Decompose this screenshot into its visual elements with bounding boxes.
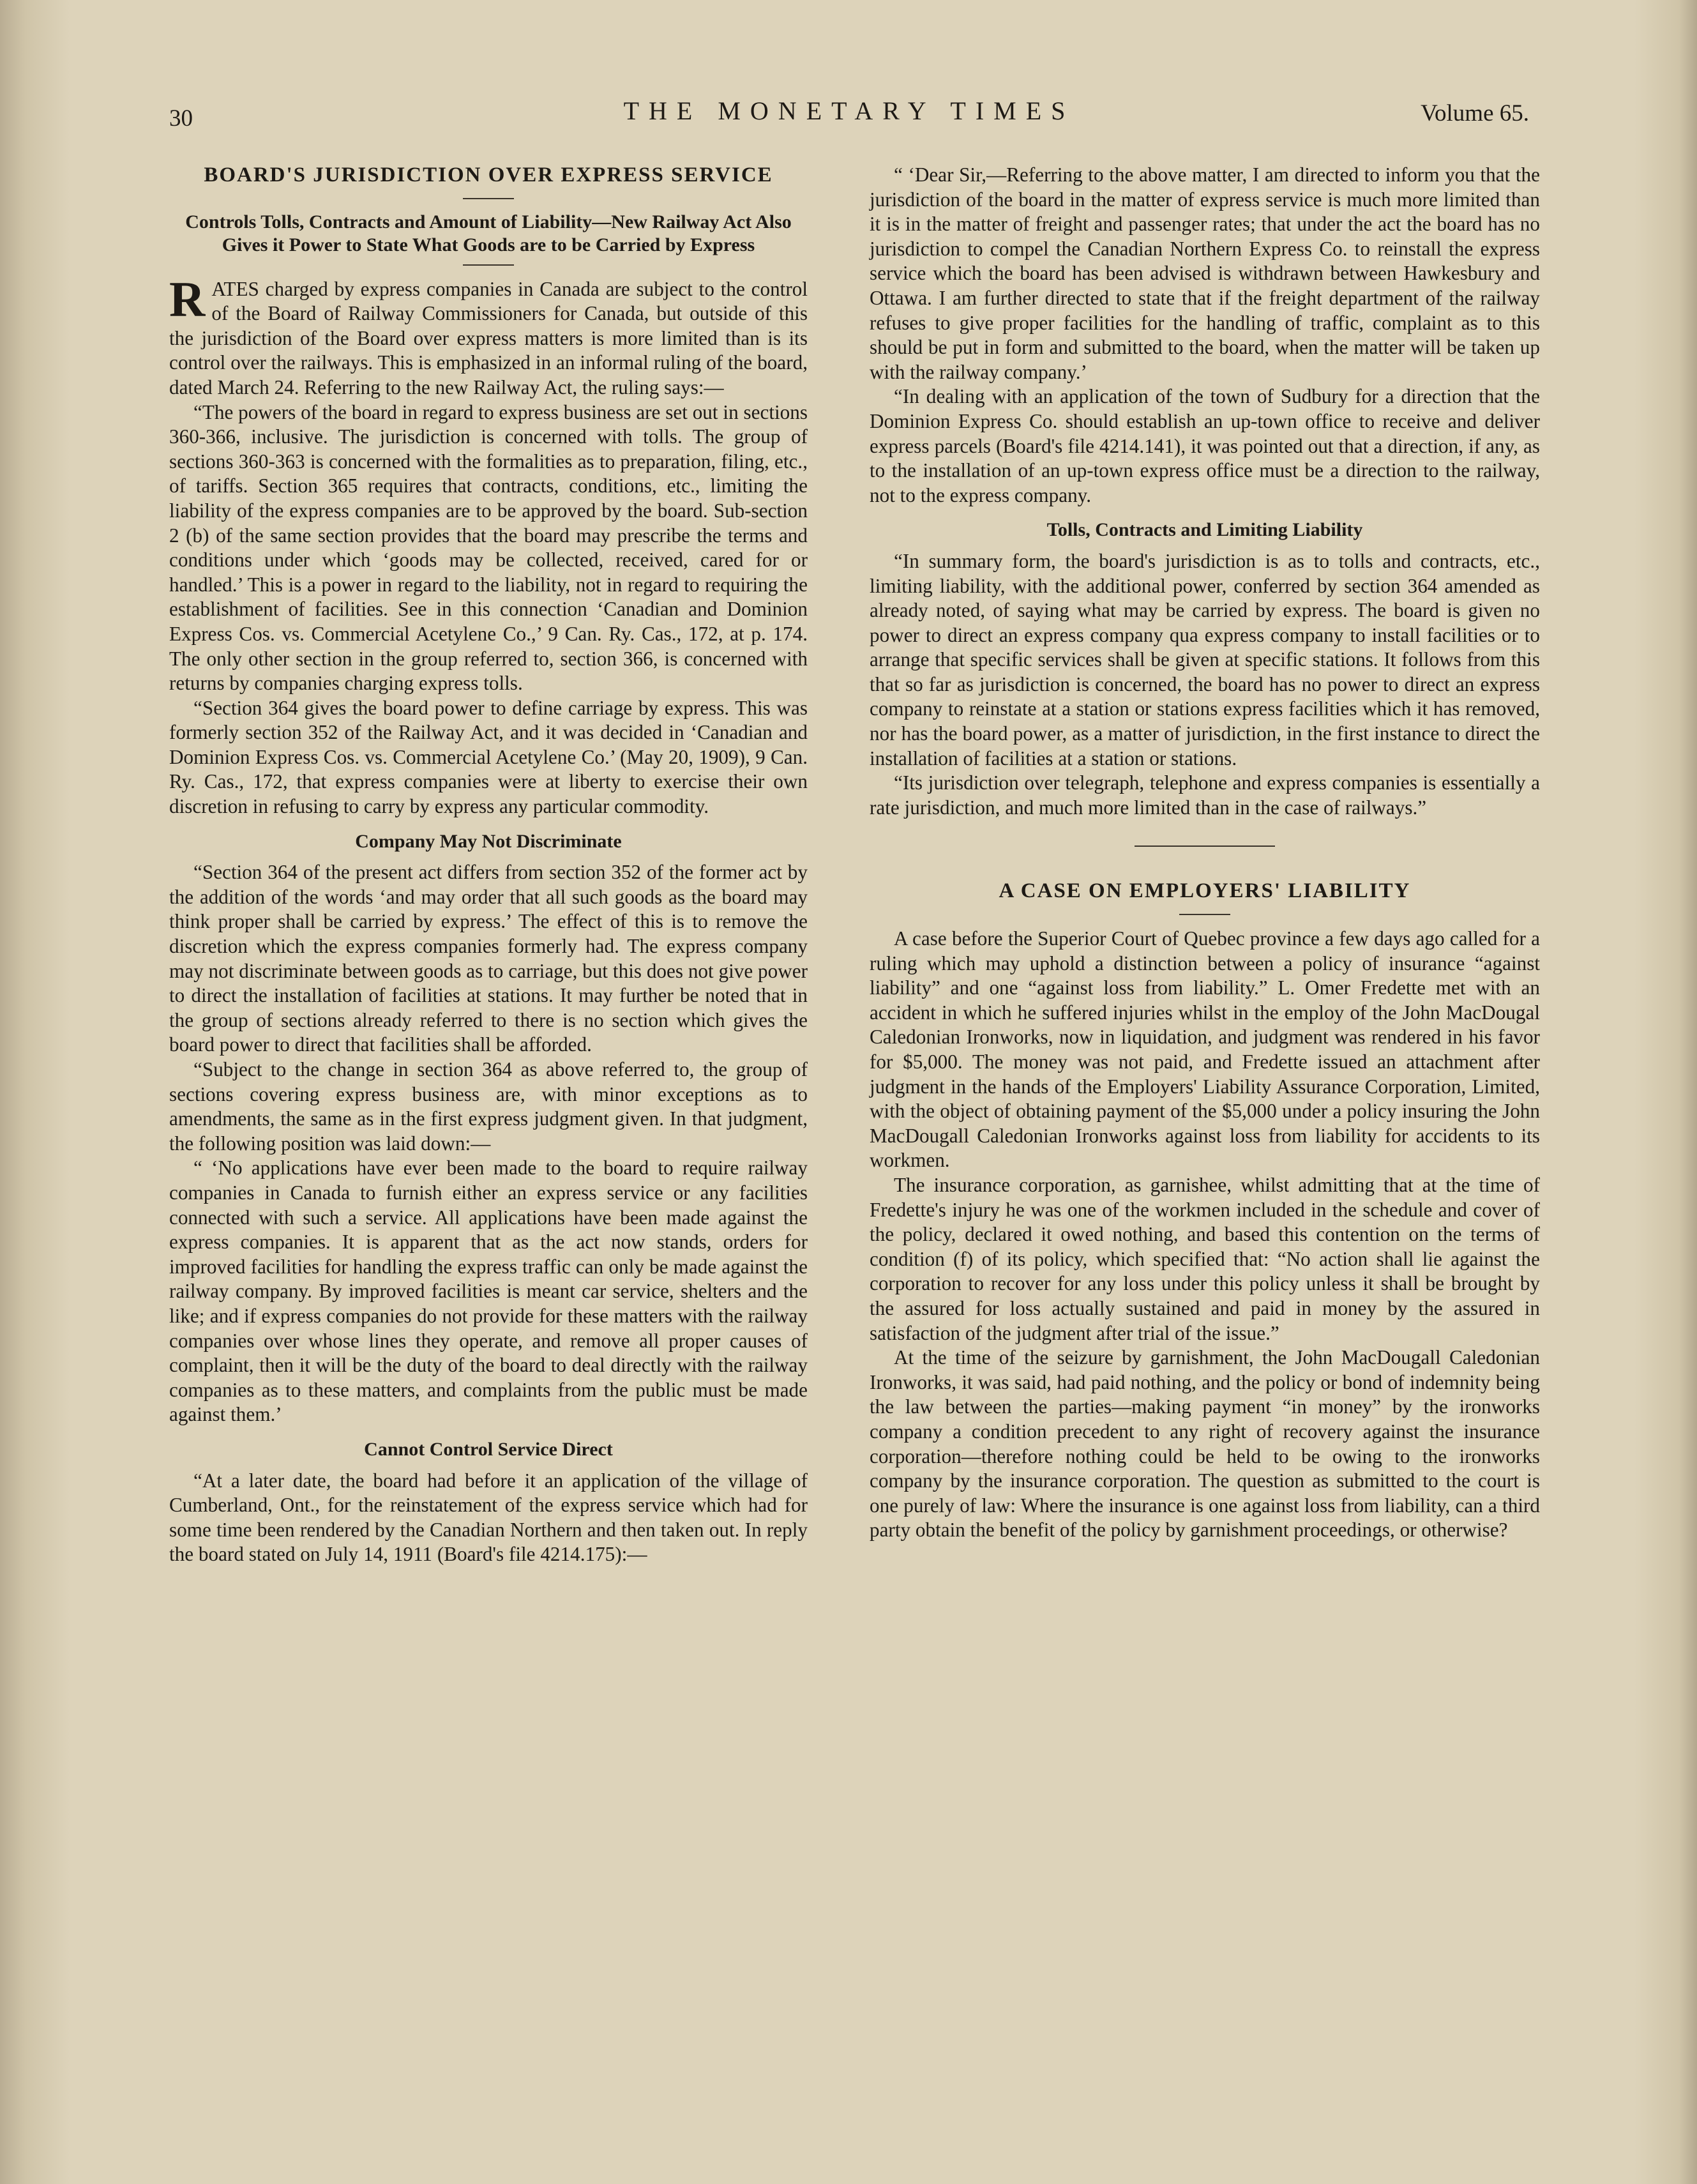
paragraph: At the time of the seizure by garnishment, the John MacDougall Caledonian Ironworks, it was said, had paid nothing, and the policy or bond of indemnity being the law between the parties—making payment “in money” by the ironworks company a condition precedent to any right of recovery against the insurance corporation—therefore nothing could be held to be owing to the ironworks company by the insurance corporation. The question as submitted to the court is one purely of law: Where the insurance is one against loss from liability, can a third party obtain the benefit of the policy by garnishment proceedings, or otherwise? <box>870 1346 1540 1542</box>
section-heading: Tolls, Contracts and Limiting Liability <box>1046 519 1363 541</box>
right-column <box>870 163 1540 1543</box>
subtitle-divider <box>463 264 514 266</box>
section-heading: Cannot Control Service Direct <box>364 1438 613 1460</box>
lead-paragraph <box>169 271 808 400</box>
section-heading: Company May Not Discriminate <box>355 830 622 852</box>
paragraph: “At a later date, the board had before it an application of the village of Cumberland, Ont., for the reinstatement of the express service which had for some time been rendered by the Canadian Northern and then taken out. In reply the board stated on July 14, 1911 (Board's file 4214.175):— <box>169 1469 808 1566</box>
paragraph: “Section 364 gives the board power to define carriage by express. This was formerly section 352 of the Railway Act, and it was decided in ‘Canadian and Dominion Express Cos. vs. Commercial Acetylene Co.’ (May 20, 1909), 9 Can. Ry. Cas., 172, that express companies were at liberty to exercise their own discretion in refusing to carry by express any particular commodity. <box>169 696 808 818</box>
volume-label: Volume 65. <box>1421 100 1529 126</box>
article-title: A CASE ON EMPLOYERS' LIABILITY <box>999 879 1411 903</box>
page-header <box>169 96 1529 134</box>
left-column <box>169 163 808 1567</box>
paragraph: “ ‘Dear Sir,—Referring to the above matter, I am directed to inform you that the jurisdiction of the board in the matter of express service is much more limited than it is in the matter of freight and passenger rates; that under the act the board has no jurisdiction to compel the Canadian Northern Express Co. to reinstall the express service which the board has been advised is withdrawn between Hawkesbury and Ottawa. I am further directed to state that if the freight department of the railway refuses to give proper facilities for the handling of traffic, complaint as to this should be put in form and submitted to the board, when the matter will be taken up with the railway company.’ <box>870 163 1540 383</box>
page-number: 30 <box>169 105 193 132</box>
paragraph: “In dealing with an application of the town of Sudbury for a direction that the Dominion Express Co. should establish an up-town office to receive and deliver express parcels (Board's file 4214.141), it was pointed out that a direction, if any, as to the installation of an up-town express office must be a direction to the railway, not to the express company. <box>870 385 1540 506</box>
article-title: BOARD'S JURISDICTION OVER EXPRESS SERVICE <box>204 163 773 186</box>
paragraph: The insurance corporation, as garnishee, whilst admitting that at the time of Fredette's injury he was one of the workmen included in the schedule and cover of the policy, declared it owed nothing, and based this contention on the terms of condition (f) of its policy, which specified that: “No action shall lie against the corporation to recover for any loss under this policy unless it shall be brought by the assured for loss actually sustained and paid in money by the assured in satisfaction of the judgment after trial of the issue.” <box>870 1173 1540 1344</box>
title-divider <box>1179 914 1230 915</box>
article-separator <box>1135 846 1275 847</box>
paragraph: A case before the Superior Court of Quebec province a few days ago called for a ruling which may uphold a distinction between a policy of insurance “against liability” and one “against loss from liability.” L. Omer Fredette met with an accident in which he suffered injuries whilst in the employ of the John MacDougal Caledonian Ironworks, now in liquidation, and judgment was rendered in his favor for $5,000. The money was not paid, and Fredette issued an attachment after judgment in the hands of the Employers' Liability Assurance Corporation, Limited, with the object of obtaining payment of the $5,000 under a policy insuring the John MacDougall Caledonian Ironworks against loss from liability for accidents to its workmen. <box>870 927 1540 1172</box>
lead-text: ATES charged by express companies in Canada are subject to the control of the Board of Railway Commissioners for Canada, but outside of this the jurisdiction of the Board over express matters is more limited than is its control over the railways. This is emphasized in an informal ruling of the board, dated March 24. Referring to the new Railway Act, the ruling says:— <box>169 277 808 398</box>
paragraph: “The powers of the board in regard to express business are set out in sections 360-366, inclusive. The jurisdiction is concerned with tolls. The group of sections 360-363 is concerned with the formalities as to preparation, filing, etc., of tariffs. Section 365 requires that contracts, conditions, etc., limiting the liability of the express companies are to be approved by the board. Sub-section 2 (b) of the same section provides that the board may prescribe the terms and conditions under which ‘goods may be collected, received, cared for or handled.’ This is a power in regard to the liability, not in regard to requiring the establishment of facilities. See in this connection ‘Canadian and Dominion Express Cos. vs. Commercial Acetylene Co.,’ 9 Can. Ry. Cas., 172, at p. 174. The only other section in the group referred to, section 366, is concerned with returns by companies charging express tolls. <box>169 400 808 695</box>
paragraph: “ ‘No applications have ever been made to the board to require railway companies in Canada to furnish either an express service or any facilities connected with such a service. All applications have been made against the express companies. It is apparent that as the act now stands, orders for improved facilities for handling the express traffic can only be made against the railway company. By improved facilities is meant car service, shelters and the like; and if express companies do not provide for these matters with the railway companies over whose lines they operate, and remove all proper causes of complaint, then it will be the duty of the board to deal directly with the railway companies as to these matters, and complaints from the public must be made against them.’ <box>169 1156 808 1426</box>
title-divider <box>463 198 514 199</box>
paragraph: “In summary form, the board's jurisdiction is as to tolls and contracts, etc., limiting liability, with the additional power, conferred by section 364 amended as already noted, of saying what may be carried by express. The board is given no power to direct an express company qua express company to install facilities or to arrange that specific services shall be given at specific stations. It follows from this that so far as jurisdiction is concerned, the board has no power to direct an express company to reinstate at a station or stations express facilities which it has removed, nor has the board power, as a matter of jurisdiction, in the first instance to direct the installation of facilities at a station or stations. <box>870 549 1540 770</box>
masthead-title: THE MONETARY TIMES <box>623 96 1075 125</box>
article-subtitle: Controls Tolls, Contracts and Amount of Liability—New Railway Act Also Gives it Power to State What Goods are to be Carried by Express <box>185 211 792 255</box>
drop-cap: R <box>169 271 206 327</box>
paragraph: “Subject to the change in section 364 as above referred to, the group of sections covering express business are, with minor exceptions as to amendments, the same as in the first express judgment given. In that judgment, the following position was laid down:— <box>169 1058 808 1155</box>
paragraph: “Its jurisdiction over telegraph, telephone and express companies is essentially a rate jurisdiction, and much more limited than in the case of railways.” <box>870 771 1540 819</box>
paragraph: “Section 364 of the present act differs from section 352 of the former act by the addition of the words ‘and may order that all such goods as the board may think proper shall be carried by express.’ The effect of this is to remove the discretion which the express companies formerly had. The express company may not discriminate between goods as to carriage, but this does not give power to direct the installation of facilities at stations. It may further be noted that in the group of sections already referred to there is no section which gives the board power to direct that facilities shall be afforded. <box>169 861 808 1056</box>
